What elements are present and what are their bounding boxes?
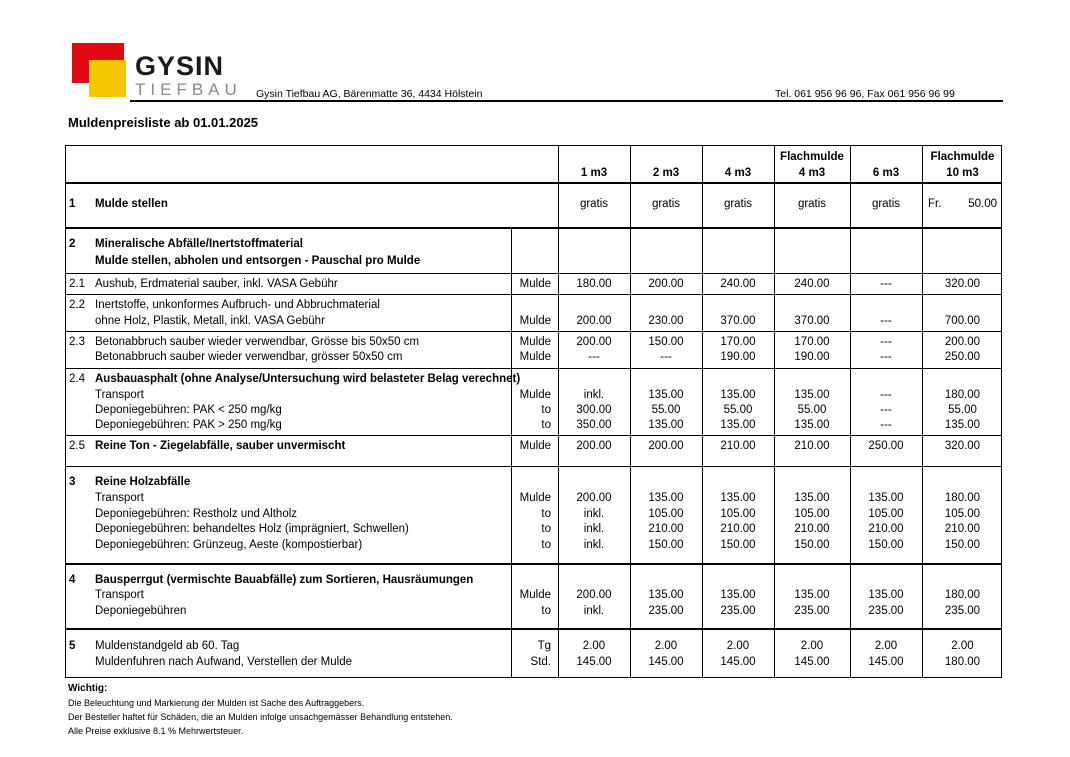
row-description: Betonabbruch sauber wieder verwendbar, Grösse bis 50x50 cm	[95, 336, 420, 348]
price-cell: 350.00	[576, 419, 612, 431]
row-description: Reine Holzabfälle	[95, 476, 191, 488]
price-cell: 200.00	[576, 440, 612, 452]
price-cell: 210.00	[720, 440, 756, 452]
price-cell: 145.00	[720, 656, 756, 668]
price-cell: 105.00	[944, 508, 981, 520]
price-cell: 235.00	[794, 605, 830, 617]
row-number: 3	[69, 476, 76, 488]
header-divider	[130, 100, 1003, 102]
column-divider	[774, 146, 775, 677]
row-unit: Std.	[530, 656, 551, 668]
row-description: Aushub, Erdmaterial sauber, inkl. VASA Gebühr	[95, 278, 338, 290]
row-unit: Mulde	[519, 440, 551, 452]
price-cell: 370.00	[794, 315, 830, 327]
row-description: Transport	[95, 589, 144, 601]
price-cell: 105.00	[794, 508, 830, 520]
row-number: 4	[69, 574, 76, 586]
price-cell: inkl.	[583, 523, 605, 535]
price-cell: 180.00	[944, 492, 981, 504]
price-cell: inkl.	[583, 539, 605, 551]
price-cell: 135.00	[648, 389, 684, 401]
price-cell: 200.00	[944, 336, 981, 348]
price-cell: ---	[880, 351, 892, 363]
unit-column-divider	[511, 228, 512, 677]
company-address: Gysin Tiefbau AG, Bärenmatte 36, 4434 Hölstein	[256, 88, 483, 100]
price-cell: ---	[660, 351, 672, 363]
row-divider	[66, 628, 1001, 630]
column-header-size: 6 m3	[872, 167, 900, 179]
price-cell: 180.00	[944, 389, 981, 401]
footer-heading: Wichtig:	[68, 683, 108, 694]
column-divider	[630, 146, 631, 677]
price-cell: 170.00	[720, 336, 756, 348]
price-cell: 210.00	[794, 440, 830, 452]
row-description: Mulde stellen, abholen und entsorgen - Pauschal pro Mulde	[95, 255, 421, 267]
row-description: Ausbauasphalt (ohne Analyse/Untersuchung wird belasteter Belag verechnet)	[95, 373, 521, 385]
price-prefix: Fr.	[928, 198, 942, 210]
price-cell: 150.00	[868, 539, 904, 551]
row-number: 2.1	[69, 278, 85, 290]
price-cell: ---	[880, 389, 892, 401]
column-header-type: Flachmulde	[780, 151, 844, 163]
price-cell: 200.00	[648, 440, 684, 452]
price-cell: 135.00	[720, 389, 756, 401]
price-cell: 210.00	[648, 523, 684, 535]
price-cell: 2.00	[582, 640, 606, 652]
price-cell: 105.00	[720, 508, 756, 520]
price-cell: 150.00	[648, 336, 684, 348]
price-cell: 135.00	[794, 492, 830, 504]
price-cell: 55.00	[651, 404, 681, 416]
price-cell: 2.00	[654, 640, 678, 652]
row-divider	[66, 273, 1001, 274]
price-cell: 370.00	[720, 315, 756, 327]
column-divider	[922, 146, 923, 677]
price-cell: 145.00	[794, 656, 830, 668]
row-description: Deponiegebühren	[95, 605, 187, 617]
price-cell: 135.00	[648, 419, 684, 431]
price-cell: 230.00	[648, 315, 684, 327]
row-number: 1	[69, 198, 76, 210]
row-description: Deponiegebühren: behandeltes Holz (imprägniert, Schwellen)	[95, 523, 409, 535]
footer-note-1: Die Beleuchtung und Markierung der Mulden ist Sache des Auftraggebers.	[68, 698, 365, 708]
price-cell: 150.00	[944, 539, 981, 551]
row-divider	[66, 182, 1001, 184]
price-cell: 2.00	[951, 640, 974, 652]
row-unit: Mulde	[519, 315, 551, 327]
price-cell: 55.00	[948, 404, 977, 416]
row-number: 2.5	[69, 440, 85, 452]
company-logo	[72, 43, 242, 99]
row-unit: Mulde	[519, 336, 551, 348]
row-number: 2.2	[69, 299, 85, 311]
price-cell: gratis	[651, 198, 681, 210]
price-cell: 135.00	[944, 419, 981, 431]
row-number: 5	[69, 640, 76, 652]
price-cell: 240.00	[794, 278, 830, 290]
price-cell: 320.00	[944, 440, 981, 452]
price-cell: 200.00	[648, 278, 684, 290]
price-cell: 200.00	[576, 336, 612, 348]
row-unit: to	[541, 404, 551, 416]
price-cell: 250.00	[868, 440, 904, 452]
row-divider	[66, 331, 1001, 332]
price-table	[65, 145, 1002, 678]
row-unit: to	[541, 605, 551, 617]
price-cell: ---	[880, 315, 892, 327]
column-divider	[702, 146, 703, 677]
footer-note-3: Alle Preise exklusive 8.1 % Mehrwertsteuer.	[68, 726, 244, 736]
price-cell: 180.00	[576, 278, 612, 290]
column-header-size: 2 m3	[652, 167, 680, 179]
price-cell: 190.00	[720, 351, 756, 363]
row-unit: Mulde	[519, 589, 551, 601]
price-cell: 235.00	[720, 605, 756, 617]
phone-fax: Tel. 061 956 96 96, Fax 061 956 96 99	[775, 88, 955, 100]
price-cell: gratis	[723, 198, 753, 210]
row-unit: Mulde	[519, 351, 551, 363]
row-description: Transport	[95, 492, 144, 504]
price-cell: 235.00	[868, 605, 904, 617]
price-cell: 135.00	[794, 419, 830, 431]
row-description: Reine Ton - Ziegelabfälle, sauber unvermischt	[95, 440, 346, 452]
price-cell: 320.00	[944, 278, 981, 290]
row-unit: Mulde	[519, 389, 551, 401]
column-header-size: 10 m3	[946, 167, 979, 179]
column-header-size: 1 m3	[580, 167, 608, 179]
row-description: Mulde stellen	[95, 198, 168, 210]
price-cell: 150.00	[794, 539, 830, 551]
row-divider	[66, 435, 1001, 436]
price-cell: 135.00	[794, 589, 830, 601]
row-number: 2	[69, 238, 76, 250]
row-divider	[66, 294, 1001, 295]
row-description: Inertstoffe, unkonformes Aufbruch- und Abbruchmaterial	[95, 299, 380, 311]
price-cell: 135.00	[648, 492, 684, 504]
row-description: Mineralische Abfälle/Inertstoffmaterial	[95, 238, 303, 250]
price-cell: 235.00	[944, 605, 981, 617]
logo-subtitle: TIEFBAU	[135, 80, 242, 99]
row-description: Transport	[95, 389, 144, 401]
price-cell: 145.00	[576, 656, 612, 668]
page-title: Muldenpreisliste ab 01.01.2025	[68, 115, 259, 130]
price-cell: 200.00	[576, 315, 612, 327]
row-description: Deponiegebühren: PAK > 250 mg/kg	[95, 419, 282, 431]
row-description: Bausperrgut (vermischte Bauabfälle) zum Sortieren, Hausräumungen	[95, 574, 474, 586]
logo-wordmark: GYSIN	[135, 51, 225, 81]
logo-yellow-square	[89, 60, 126, 97]
row-unit: Mulde	[519, 492, 551, 504]
price-cell: 210.00	[868, 523, 904, 535]
price-cell: 135.00	[794, 389, 830, 401]
row-description: Deponiegebühren: PAK < 250 mg/kg	[95, 404, 282, 416]
price-cell: 300.00	[576, 404, 612, 416]
row-number: 2.3	[69, 336, 85, 348]
row-unit: Mulde	[519, 278, 551, 290]
row-unit: to	[541, 539, 551, 551]
row-unit: to	[541, 523, 551, 535]
row-description: Betonabbruch sauber wieder verwendbar, grösser 50x50 cm	[95, 351, 403, 363]
price-cell: ---	[880, 419, 892, 431]
price-cell: 200.00	[576, 589, 612, 601]
price-cell: ---	[880, 336, 892, 348]
price-cell: 135.00	[868, 492, 904, 504]
price-cell: 170.00	[794, 336, 830, 348]
row-unit: to	[541, 508, 551, 520]
price-cell: 55.00	[797, 404, 827, 416]
price-cell: 210.00	[944, 523, 981, 535]
price-cell: 240.00	[720, 278, 756, 290]
price-cell: ---	[880, 404, 892, 416]
price-cell: 50.00	[968, 198, 997, 210]
price-cell: 2.00	[726, 640, 750, 652]
price-cell: ---	[880, 278, 892, 290]
price-cell: gratis	[797, 198, 827, 210]
row-unit: Tg	[537, 640, 551, 652]
row-divider	[66, 368, 1001, 369]
price-cell: 135.00	[868, 589, 904, 601]
footer-note-2: Der Besteller haftet für Schäden, die an Mulden infolge unsachgemässer Behandlung entstehen.	[68, 712, 453, 722]
row-description: Muldenfuhren nach Aufwand, Verstellen der Mulde	[95, 656, 352, 668]
price-cell: 150.00	[648, 539, 684, 551]
price-cell: 145.00	[868, 656, 904, 668]
row-description: ohne Holz, Plastik, Metall, inkl. VASA Gebühr	[95, 315, 325, 327]
row-number: 2.4	[69, 373, 85, 385]
price-cell: 55.00	[723, 404, 753, 416]
price-cell: 200.00	[576, 492, 612, 504]
price-cell: 250.00	[944, 351, 981, 363]
column-header-size: 4 m3	[798, 167, 826, 179]
row-divider	[66, 563, 1001, 565]
price-cell: 135.00	[720, 492, 756, 504]
price-cell: 145.00	[648, 656, 684, 668]
price-cell: inkl.	[583, 605, 605, 617]
price-cell: 210.00	[720, 523, 756, 535]
column-divider	[558, 146, 559, 677]
price-cell: gratis	[579, 198, 609, 210]
price-cell: 235.00	[648, 605, 684, 617]
row-description: Deponiegebühren: Restholz und Altholz	[95, 508, 298, 520]
price-cell: inkl.	[583, 508, 605, 520]
price-cell: ---	[588, 351, 600, 363]
price-cell: 135.00	[648, 589, 684, 601]
price-cell: 135.00	[720, 419, 756, 431]
price-cell: 190.00	[794, 351, 830, 363]
price-cell: 210.00	[794, 523, 830, 535]
price-cell: gratis	[871, 198, 901, 210]
row-divider	[66, 227, 1001, 229]
row-unit: to	[541, 419, 551, 431]
price-cell: 2.00	[874, 640, 898, 652]
price-cell: 105.00	[868, 508, 904, 520]
price-cell: 2.00	[800, 640, 824, 652]
price-cell: 105.00	[648, 508, 684, 520]
column-header-type: Flachmulde	[930, 151, 995, 163]
price-cell: inkl.	[583, 389, 605, 401]
column-header-size: 4 m3	[724, 167, 752, 179]
price-cell: 180.00	[944, 589, 981, 601]
row-description: Deponiegebühren: Grünzeug, Aeste (kompostierbar)	[95, 539, 363, 551]
row-divider	[66, 466, 1001, 467]
price-cell: 135.00	[720, 589, 756, 601]
price-cell: 150.00	[720, 539, 756, 551]
price-cell: 180.00	[944, 656, 981, 668]
price-cell: 700.00	[944, 315, 981, 327]
column-divider	[850, 146, 851, 677]
row-description: Muldenstandgeld ab 60. Tag	[95, 640, 240, 652]
